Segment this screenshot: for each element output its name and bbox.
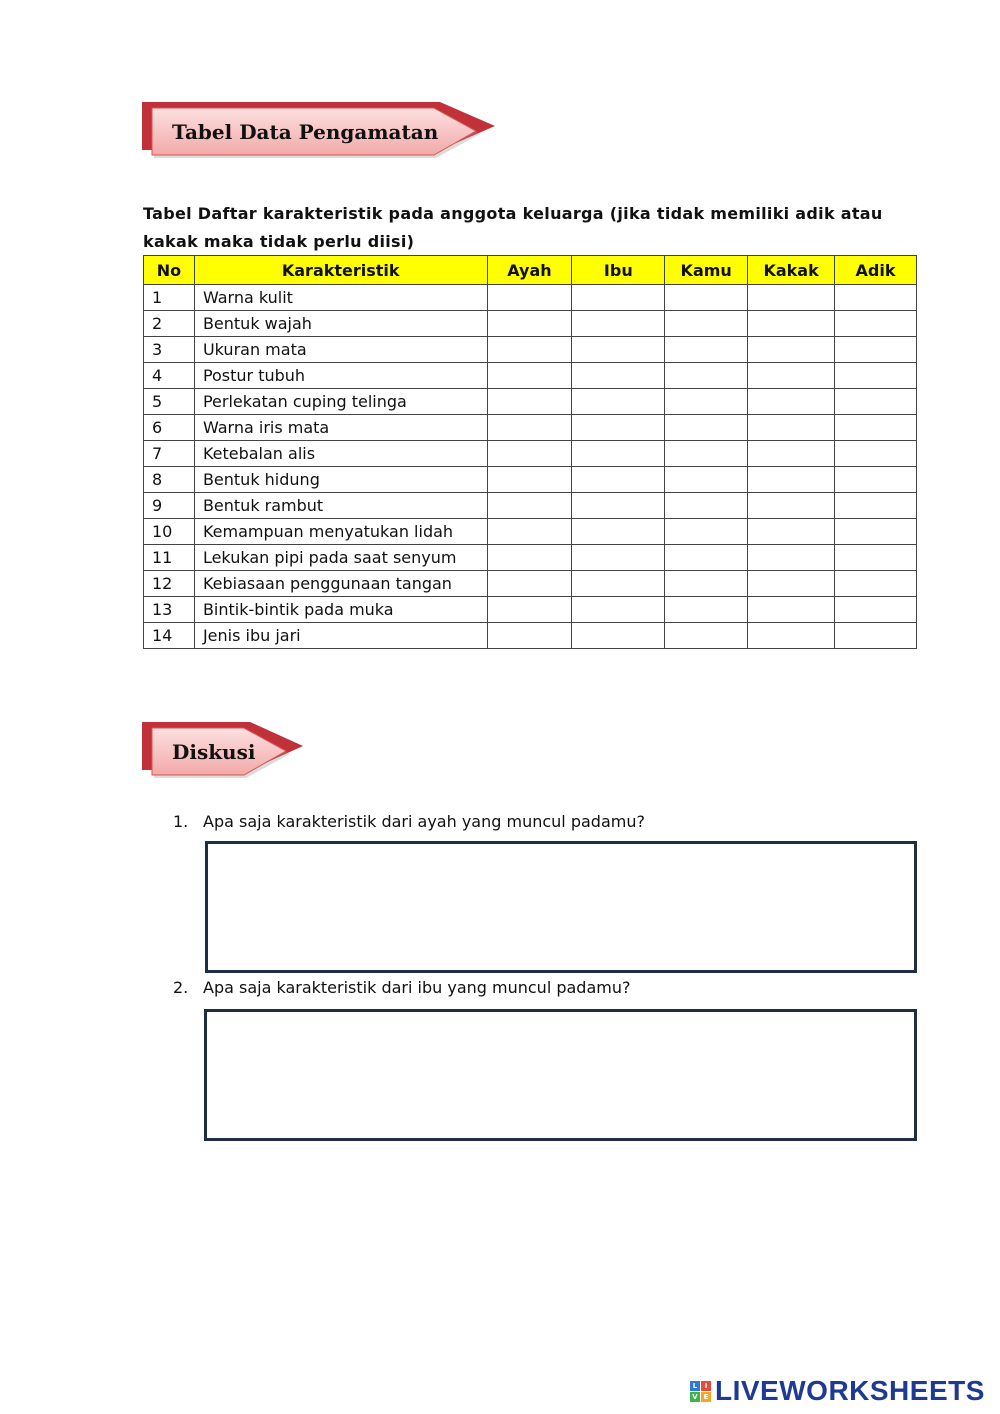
logo-text: LIVEWORKSHEETS (715, 1375, 985, 1406)
cell-adik[interactable] (835, 441, 917, 467)
cell-kamu[interactable] (665, 597, 748, 623)
table-row (144, 311, 917, 337)
cell-ayah[interactable] (487, 415, 572, 441)
observation-table (143, 255, 917, 649)
cell-adik[interactable] (835, 415, 917, 441)
cell-adik[interactable] (835, 597, 917, 623)
column-header: Kakak (748, 256, 835, 285)
cell-kamu[interactable] (665, 363, 748, 389)
table-row (144, 597, 917, 623)
section-title: Diskusi (172, 740, 256, 764)
cell-ayah[interactable] (487, 519, 572, 545)
cell-ibu[interactable] (572, 493, 665, 519)
cell-kakak[interactable] (748, 571, 835, 597)
column-header: No (144, 256, 195, 285)
cell-kamu[interactable] (665, 389, 748, 415)
table-row (144, 467, 917, 493)
cell-kamu[interactable] (665, 623, 748, 649)
table-row (144, 519, 917, 545)
cell-kamu[interactable] (665, 337, 748, 363)
characteristic-cell: Warna iris mata (194, 415, 487, 441)
answer-box-2[interactable] (204, 1009, 917, 1141)
cell-adik[interactable] (835, 363, 917, 389)
question-number: 1. (173, 812, 189, 831)
cell-ibu[interactable] (572, 623, 665, 649)
table-row (144, 571, 917, 597)
cell-kakak[interactable] (748, 545, 835, 571)
cell-ayah[interactable] (487, 597, 572, 623)
cell-kakak[interactable] (748, 415, 835, 441)
section-banner-discussion (140, 720, 308, 782)
cell-kamu[interactable] (665, 571, 748, 597)
cell-adik[interactable] (835, 519, 917, 545)
characteristic-cell: Bentuk rambut (194, 493, 487, 519)
table-row (144, 285, 917, 311)
characteristic-cell: Warna kulit (194, 285, 487, 311)
question-number: 2. (173, 978, 189, 997)
cell-ibu[interactable] (572, 337, 665, 363)
cell-kakak[interactable] (748, 311, 835, 337)
cell-ibu[interactable] (572, 571, 665, 597)
table-row (144, 415, 917, 441)
question-text: Apa saja karakteristik dari ibu yang muncul padamu? (203, 978, 631, 997)
cell-ayah[interactable] (487, 571, 572, 597)
cell-kamu[interactable] (665, 493, 748, 519)
cell-adik[interactable] (835, 311, 917, 337)
cell-ayah[interactable] (487, 311, 572, 337)
cell-kamu[interactable] (665, 441, 748, 467)
characteristic-cell: Kebiasaan penggunaan tangan (194, 571, 487, 597)
cell-adik[interactable] (835, 467, 917, 493)
cell-kakak[interactable] (748, 493, 835, 519)
section-banner-observation (140, 100, 500, 162)
row-number: 9 (144, 493, 195, 519)
logo-mark-icon: L I V E (690, 1381, 711, 1402)
section-title: Tabel Data Pengamatan (172, 120, 439, 144)
cell-ayah[interactable] (487, 545, 572, 571)
cell-adik[interactable] (835, 493, 917, 519)
column-header: Kamu (665, 256, 748, 285)
column-header: Adik (835, 256, 917, 285)
table-row (144, 389, 917, 415)
cell-ibu[interactable] (572, 363, 665, 389)
row-number: 10 (144, 519, 195, 545)
row-number: 13 (144, 597, 195, 623)
cell-kakak[interactable] (748, 467, 835, 493)
table-row (144, 545, 917, 571)
cell-kamu[interactable] (665, 545, 748, 571)
column-header: Ibu (572, 256, 665, 285)
table-row (144, 363, 917, 389)
characteristic-cell: Ukuran mata (194, 337, 487, 363)
liveworksheets-logo (690, 1376, 985, 1406)
cell-kamu[interactable] (665, 285, 748, 311)
cell-kakak[interactable] (748, 597, 835, 623)
row-number: 3 (144, 337, 195, 363)
cell-ibu[interactable] (572, 467, 665, 493)
cell-ibu[interactable] (572, 519, 665, 545)
table-row (144, 441, 917, 467)
cell-adik[interactable] (835, 623, 917, 649)
row-number: 1 (144, 285, 195, 311)
cell-ayah[interactable] (487, 493, 572, 519)
cell-kakak[interactable] (748, 623, 835, 649)
cell-ibu[interactable] (572, 545, 665, 571)
cell-ibu[interactable] (572, 285, 665, 311)
cell-ibu[interactable] (572, 311, 665, 337)
characteristic-cell: Lekukan pipi pada saat senyum (194, 545, 487, 571)
row-number: 4 (144, 363, 195, 389)
table-row (144, 337, 917, 363)
row-number: 7 (144, 441, 195, 467)
row-number: 5 (144, 389, 195, 415)
characteristic-cell: Perlekatan cuping telinga (194, 389, 487, 415)
cell-adik[interactable] (835, 337, 917, 363)
cell-ibu[interactable] (572, 441, 665, 467)
cell-ayah[interactable] (487, 363, 572, 389)
characteristic-cell: Bintik-bintik pada muka (194, 597, 487, 623)
table-row (144, 493, 917, 519)
cell-kakak[interactable] (748, 285, 835, 311)
cell-ayah[interactable] (487, 337, 572, 363)
characteristic-cell: Kemampuan menyatukan lidah (194, 519, 487, 545)
cell-kamu[interactable] (665, 311, 748, 337)
table-caption: Tabel Daftar karakteristik pada anggota keluarga (jika tidak memiliki adik atau kakak maka tidak perlu diisi) (143, 204, 883, 251)
row-number: 6 (144, 415, 195, 441)
table-row (144, 623, 917, 649)
table-header-row (144, 256, 917, 285)
cell-ayah[interactable] (487, 623, 572, 649)
cell-kamu[interactable] (665, 519, 748, 545)
cell-kamu[interactable] (665, 467, 748, 493)
cell-adik[interactable] (835, 389, 917, 415)
cell-kakak[interactable] (748, 441, 835, 467)
row-number: 8 (144, 467, 195, 493)
row-number: 2 (144, 311, 195, 337)
question-text: Apa saja karakteristik dari ayah yang muncul padamu? (203, 812, 645, 831)
cell-kakak[interactable] (748, 337, 835, 363)
column-header: Karakteristik (194, 256, 487, 285)
answer-box-1[interactable] (205, 841, 917, 973)
cell-ayah[interactable] (487, 389, 572, 415)
cell-ayah[interactable] (487, 285, 572, 311)
characteristic-cell: Jenis ibu jari (194, 623, 487, 649)
row-number: 11 (144, 545, 195, 571)
cell-kakak[interactable] (748, 519, 835, 545)
cell-ayah[interactable] (487, 441, 572, 467)
row-number: 12 (144, 571, 195, 597)
cell-adik[interactable] (835, 285, 917, 311)
characteristic-cell: Ketebalan alis (194, 441, 487, 467)
cell-adik[interactable] (835, 545, 917, 571)
characteristic-cell: Postur tubuh (194, 363, 487, 389)
cell-kakak[interactable] (748, 363, 835, 389)
row-number: 14 (144, 623, 195, 649)
cell-kakak[interactable] (748, 389, 835, 415)
cell-ibu[interactable] (572, 597, 665, 623)
characteristic-cell: Bentuk wajah (194, 311, 487, 337)
cell-ayah[interactable] (487, 467, 572, 493)
cell-adik[interactable] (835, 571, 917, 597)
characteristic-cell: Bentuk hidung (194, 467, 487, 493)
cell-kamu[interactable] (665, 415, 748, 441)
cell-ibu[interactable] (572, 389, 665, 415)
cell-ibu[interactable] (572, 415, 665, 441)
column-header: Ayah (487, 256, 572, 285)
